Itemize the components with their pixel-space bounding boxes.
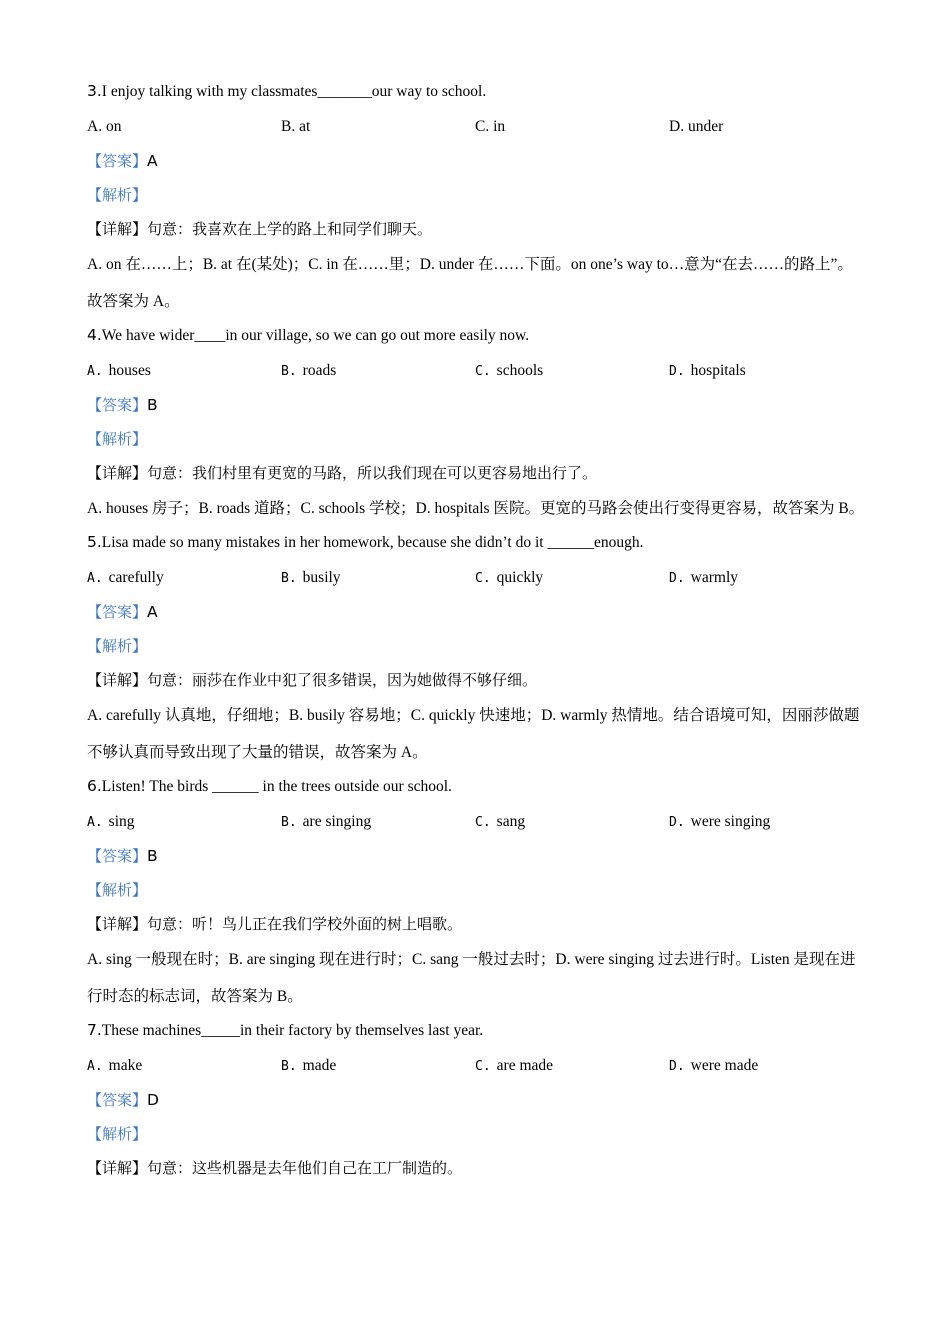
- detail-row: [87, 907, 867, 941]
- detail-tag: 【详解】: [87, 220, 148, 238]
- option-a: [87, 1049, 281, 1083]
- analysis-tag: 【解析】: [87, 1125, 148, 1143]
- detail-text: 句意：我喜欢在上学的路上和同学们聊天。: [147, 220, 433, 238]
- question-text: We have wider____in our village, so we can go out more easily now.: [101, 327, 530, 344]
- option-text: under: [687, 118, 724, 135]
- question-number: 3.: [87, 82, 102, 100]
- option-letter: A.: [87, 815, 103, 830]
- answer-letter: B: [147, 847, 158, 865]
- question-number: 4.: [87, 326, 102, 344]
- detail-row: [87, 663, 867, 697]
- option-letter: A.: [87, 364, 103, 379]
- option-letter: C.: [475, 571, 491, 586]
- analysis-tag: 【解析】: [87, 186, 148, 204]
- answer-tag: 【答案】: [87, 603, 148, 621]
- answer-row: [87, 839, 867, 873]
- answer-tag: 【答案】: [87, 152, 148, 170]
- detail-row: [87, 456, 867, 490]
- analysis-row: [87, 178, 867, 212]
- question-stem: [87, 320, 867, 354]
- answer-row: [87, 595, 867, 629]
- option-text: are made: [496, 1057, 554, 1074]
- detail-row: [87, 1151, 867, 1185]
- detail-text: 句意：丽莎在作业中犯了很多错误，因为她做得不够仔细。: [147, 671, 538, 689]
- question-number: 7.: [87, 1021, 102, 1039]
- option-d: [669, 354, 863, 388]
- option-text: quickly: [496, 569, 544, 586]
- option-text: sing: [108, 813, 135, 830]
- question-number: 6.: [87, 777, 102, 795]
- analysis-tag: 【解析】: [87, 637, 148, 655]
- option-c: [475, 805, 669, 839]
- question-text: I enjoy talking with my classmates_______our way to school.: [101, 83, 487, 100]
- answer-letter: A: [147, 603, 158, 621]
- question-number: 5.: [87, 533, 102, 551]
- option-letter: C.: [475, 364, 491, 379]
- options-row: [87, 354, 867, 388]
- option-text: hospitals: [690, 362, 746, 379]
- option-letter: D.: [669, 571, 685, 586]
- options-row: [87, 561, 867, 595]
- option-text: were made: [690, 1057, 759, 1074]
- option-letter: B.: [281, 364, 297, 379]
- question-5: [87, 527, 867, 771]
- option-c: [475, 1049, 669, 1083]
- options-row: [87, 110, 867, 144]
- detail-tag: 【详解】: [87, 671, 148, 689]
- answer-letter: A: [147, 152, 158, 170]
- question-6: [87, 771, 867, 1015]
- option-letter: C.: [475, 118, 490, 135]
- answer-row: [87, 144, 867, 178]
- option-c: [475, 110, 669, 144]
- answer-tag: 【答案】: [87, 396, 148, 414]
- answer-letter: B: [147, 396, 158, 414]
- option-text: were singing: [690, 813, 771, 830]
- question-stem: [87, 527, 867, 561]
- question-text: These machines_____in their factory by themselves last year.: [101, 1022, 484, 1039]
- option-letter: B.: [281, 118, 296, 135]
- explanation-text: A. houses 房子；B. roads 道路；C. schools 学校；D. hospitals 医院。更宽的马路会使出行变得更容易，故答案为 B。: [87, 500, 865, 517]
- question-3: [87, 76, 867, 320]
- option-text: houses: [108, 362, 151, 379]
- option-b: [281, 805, 475, 839]
- detail-tag: 【详解】: [87, 915, 148, 933]
- option-text: sang: [496, 813, 526, 830]
- option-c: [475, 354, 669, 388]
- option-text: warmly: [690, 569, 739, 586]
- option-a: [87, 110, 281, 144]
- question-7: [87, 1015, 867, 1185]
- options-row: [87, 1049, 867, 1083]
- option-b: [281, 1049, 475, 1083]
- option-d: [669, 110, 863, 144]
- analysis-row: [87, 873, 867, 907]
- option-d: [669, 561, 863, 595]
- option-text: carefully: [108, 569, 164, 586]
- option-text: roads: [302, 362, 337, 379]
- detail-tag: 【详解】: [87, 464, 148, 482]
- question-stem: [87, 1015, 867, 1049]
- option-b: [281, 354, 475, 388]
- analysis-tag: 【解析】: [87, 881, 148, 899]
- option-b: [281, 561, 475, 595]
- question-stem: [87, 771, 867, 805]
- option-letter: A.: [87, 571, 103, 586]
- option-letter: D.: [669, 815, 685, 830]
- option-text: schools: [496, 362, 544, 379]
- answer-letter: D: [147, 1091, 159, 1109]
- question-text: Listen! The birds ______ in the trees outside our school.: [101, 778, 452, 795]
- option-letter: D.: [669, 118, 685, 135]
- option-d: [669, 1049, 863, 1083]
- detail-text: 句意：听！鸟儿正在我们学校外面的树上唱歌。: [147, 915, 463, 933]
- option-letter: D.: [669, 1059, 685, 1074]
- option-letter: C.: [475, 1059, 491, 1074]
- option-text: on: [105, 118, 122, 135]
- option-letter: D.: [669, 364, 685, 379]
- answer-row: [87, 1083, 867, 1117]
- explanation-text: A. on 在……上；B. at 在(某处)；C. in 在……里；D. under 在……下面。on one’s way to…意为“在去……的路上”。故答案为 A。: [87, 256, 853, 310]
- question-stem: [87, 76, 867, 110]
- analysis-tag: 【解析】: [87, 430, 148, 448]
- option-b: [281, 110, 475, 144]
- answer-row: [87, 388, 867, 422]
- option-text: are singing: [302, 813, 372, 830]
- option-text: busily: [302, 569, 341, 586]
- option-a: [87, 354, 281, 388]
- options-row: [87, 805, 867, 839]
- option-a: [87, 561, 281, 595]
- explanation-text: A. sing 一般现在时；B. are singing 现在进行时；C. sang 一般过去时；D. were singing 过去进行时。Listen 是现在进行时态的标志词，故答案为 B。: [87, 951, 856, 1005]
- detail-tag: 【详解】: [87, 1159, 148, 1177]
- analysis-row: [87, 629, 867, 663]
- option-text: made: [302, 1057, 337, 1074]
- option-text: at: [299, 118, 311, 135]
- analysis-row: [87, 422, 867, 456]
- option-letter: A.: [87, 1059, 103, 1074]
- analysis-row: [87, 1117, 867, 1151]
- option-d: [669, 805, 863, 839]
- option-letter: B.: [281, 1059, 297, 1074]
- explanation-text: A. carefully 认真地，仔细地；B. busily 容易地；C. quickly 快速地；D. warmly 热情地。结合语境可知，因丽莎做题不够认真而导致出现了大量的错误，故答案为 A。: [87, 707, 860, 761]
- detail-row: [87, 212, 867, 246]
- question-4: [87, 320, 867, 527]
- answer-tag: 【答案】: [87, 847, 148, 865]
- detail-text: 句意：这些机器是去年他们自己在工厂制造的。: [147, 1159, 463, 1177]
- option-letter: B.: [281, 815, 297, 830]
- option-a: [87, 805, 281, 839]
- option-letter: A.: [87, 118, 103, 135]
- option-c: [475, 561, 669, 595]
- question-text: Lisa made so many mistakes in her homework, because she didn’t do it ______enough.: [101, 534, 644, 551]
- answer-tag: 【答案】: [87, 1091, 148, 1109]
- option-letter: B.: [281, 571, 297, 586]
- document-page: [87, 76, 867, 1185]
- detail-text: 句意：我们村里有更宽的马路，所以我们现在可以更容易地出行了。: [147, 464, 598, 482]
- option-text: make: [108, 1057, 143, 1074]
- option-text: in: [493, 118, 506, 135]
- option-letter: C.: [475, 815, 491, 830]
